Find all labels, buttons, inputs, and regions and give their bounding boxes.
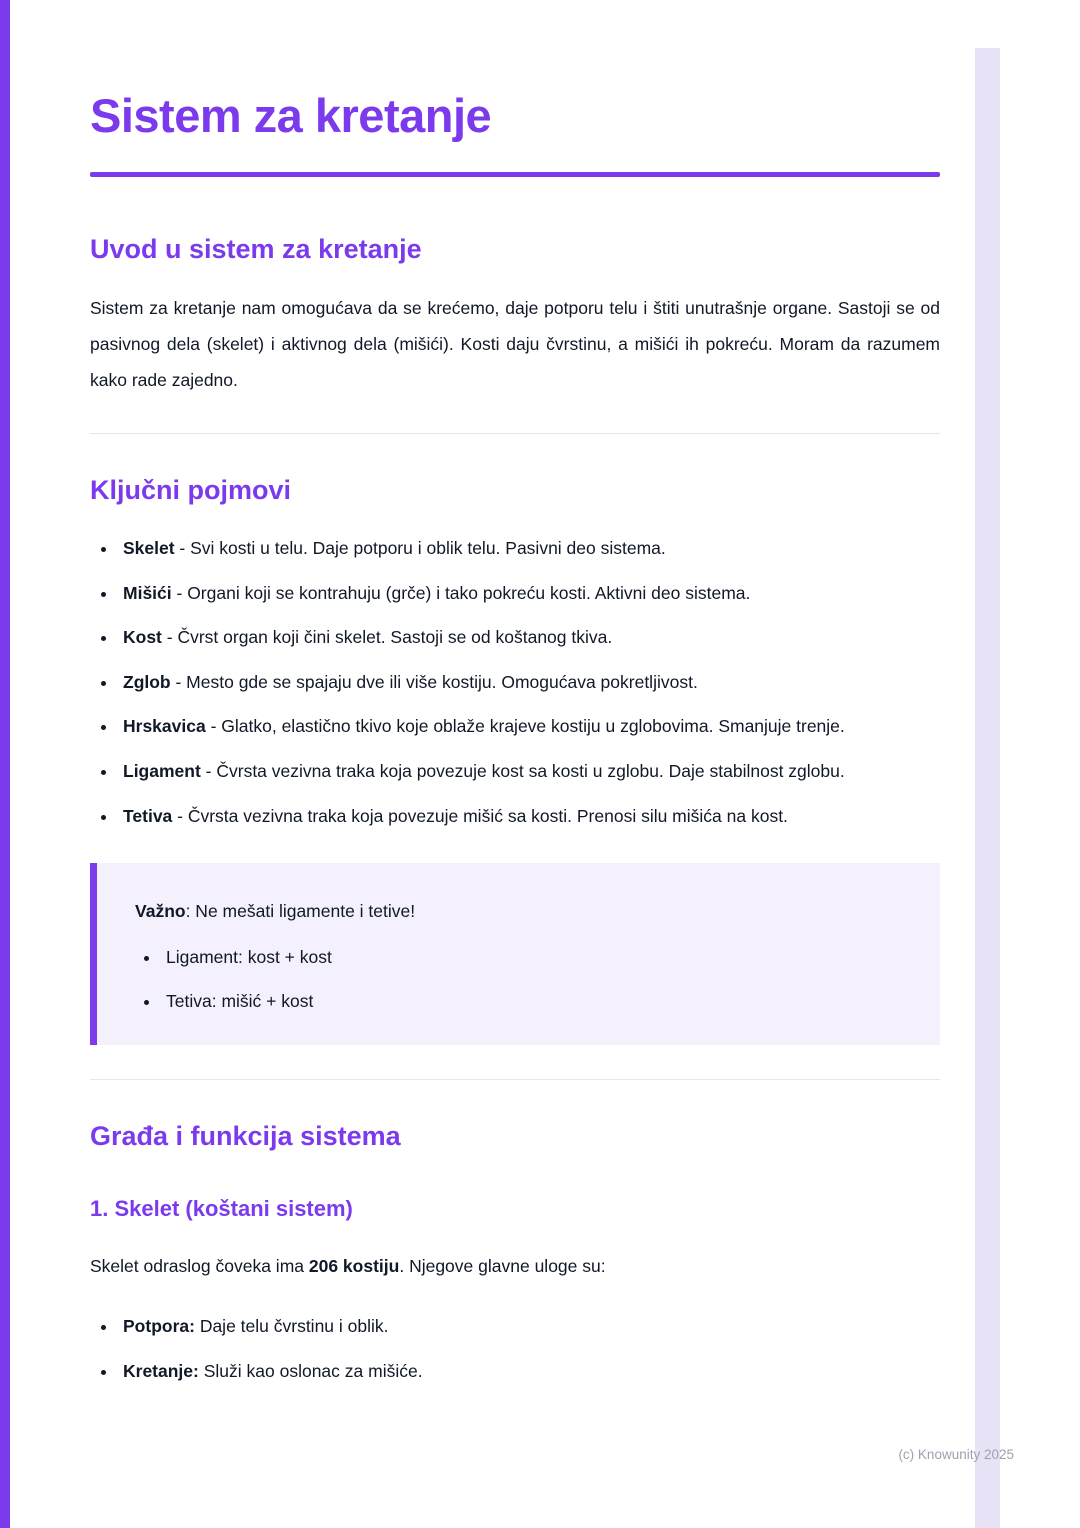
list-item-misici	[118, 577, 940, 611]
skeleton-subheading: 1. Skelet (koštani sistem)	[90, 1196, 353, 1222]
callout-important	[90, 863, 940, 1045]
intro-heading: Uvod u sistem za kretanje	[90, 233, 422, 264]
callout-text	[135, 897, 910, 925]
callout-list	[135, 943, 910, 1017]
term-label: Kretanje:	[123, 1361, 199, 1381]
term-desc: - Čvrsta vezivna traka koja povezuje kost sa kosti u zglobu. Daje stabilnost zglobu.	[200, 761, 845, 782]
term-label: Tetiva	[123, 805, 173, 826]
footer-credit: (c) Knowunity 2025	[898, 1447, 1014, 1462]
term-desc: - Mesto gde se spajaju dve ili više kostiju. Omogućava pokretljivost.	[170, 671, 698, 692]
term-label: Kost	[123, 627, 162, 648]
list-item-tetiva-rule: • Tetiva: mišić + kost	[161, 987, 910, 1017]
intro-paragraph: Sistem za kretanje nam omogućava da se krećemo, daje potporu telu i štiti unutrašnje organe. Sastoji se od pasivnog dela (skelet) i aktivnog dela (mišići). Kosti daju čvrstinu, a mišići ih pokreću. Moram da razumem kako rade zajedno.	[90, 298, 940, 390]
title-rule	[90, 172, 940, 177]
term-label: Zglob	[123, 671, 171, 692]
list-item-ligament	[118, 755, 940, 789]
section-structure	[90, 1120, 940, 1389]
list-item-skelet	[118, 532, 940, 566]
term-label: Hrskavica	[123, 716, 206, 737]
term-label: Mišići	[123, 582, 172, 603]
term-desc: Služi kao oslonac za mišiće.	[198, 1361, 423, 1381]
term-desc: - Svi kosti u telu. Daje potporu i oblik telu. Pasivni deo sistema.	[174, 538, 666, 559]
roles-list	[90, 1310, 940, 1388]
term-desc: - Glatko, elastično tkivo koje oblaže krajeve kostiju u zglobovima. Smanjuje trenje.	[205, 716, 845, 737]
list-item-kretanje	[118, 1355, 940, 1389]
term-desc: - Organi koji se kontrahuju (grče) i tako pokreću kosti. Aktivni deo sistema.	[171, 582, 751, 603]
term-desc: Daje telu čvrstinu i oblik.	[194, 1316, 389, 1337]
list-item-potpora	[118, 1310, 940, 1344]
bone-count: 206 kostiju	[308, 1255, 400, 1276]
term-label: Skelet	[123, 538, 175, 559]
list-item-hrskavica	[118, 710, 940, 744]
list-item-tetiva	[118, 800, 940, 834]
page-title: Sistem za kretanje	[90, 89, 492, 142]
skeleton-paragraph	[90, 1249, 940, 1285]
key-terms-list	[90, 532, 940, 833]
divider	[90, 1079, 940, 1080]
structure-heading: Građa i funkcija sistema	[90, 1120, 401, 1151]
section-key-terms	[90, 474, 940, 834]
list-item-ligament-rule: • Ligament: kost + kost	[161, 943, 910, 973]
term-label: Potpora:	[123, 1316, 195, 1337]
section-intro	[90, 233, 940, 399]
list-item-zglob	[118, 666, 940, 700]
paragraph-text: Skelet odraslog čoveka ima	[90, 1255, 309, 1276]
term-desc: - Čvrsta vezivna traka koja povezuje mišić sa kosti. Prenosi silu mišića na kost.	[172, 805, 788, 826]
list-item-kost	[118, 621, 940, 655]
paragraph-text: . Njegove glavne uloge su:	[399, 1255, 606, 1276]
key-terms-heading: Ključni pojmovi	[90, 474, 292, 505]
term-label: Ligament	[123, 761, 201, 782]
callout-label: Važno	[135, 901, 186, 922]
term-desc: - Čvrst organ koji čini skelet. Sastoji se od koštanog tkiva.	[161, 627, 613, 648]
callout-text-rest: : Ne mešati ligamente i tetive!	[185, 901, 416, 922]
divider	[90, 433, 940, 434]
